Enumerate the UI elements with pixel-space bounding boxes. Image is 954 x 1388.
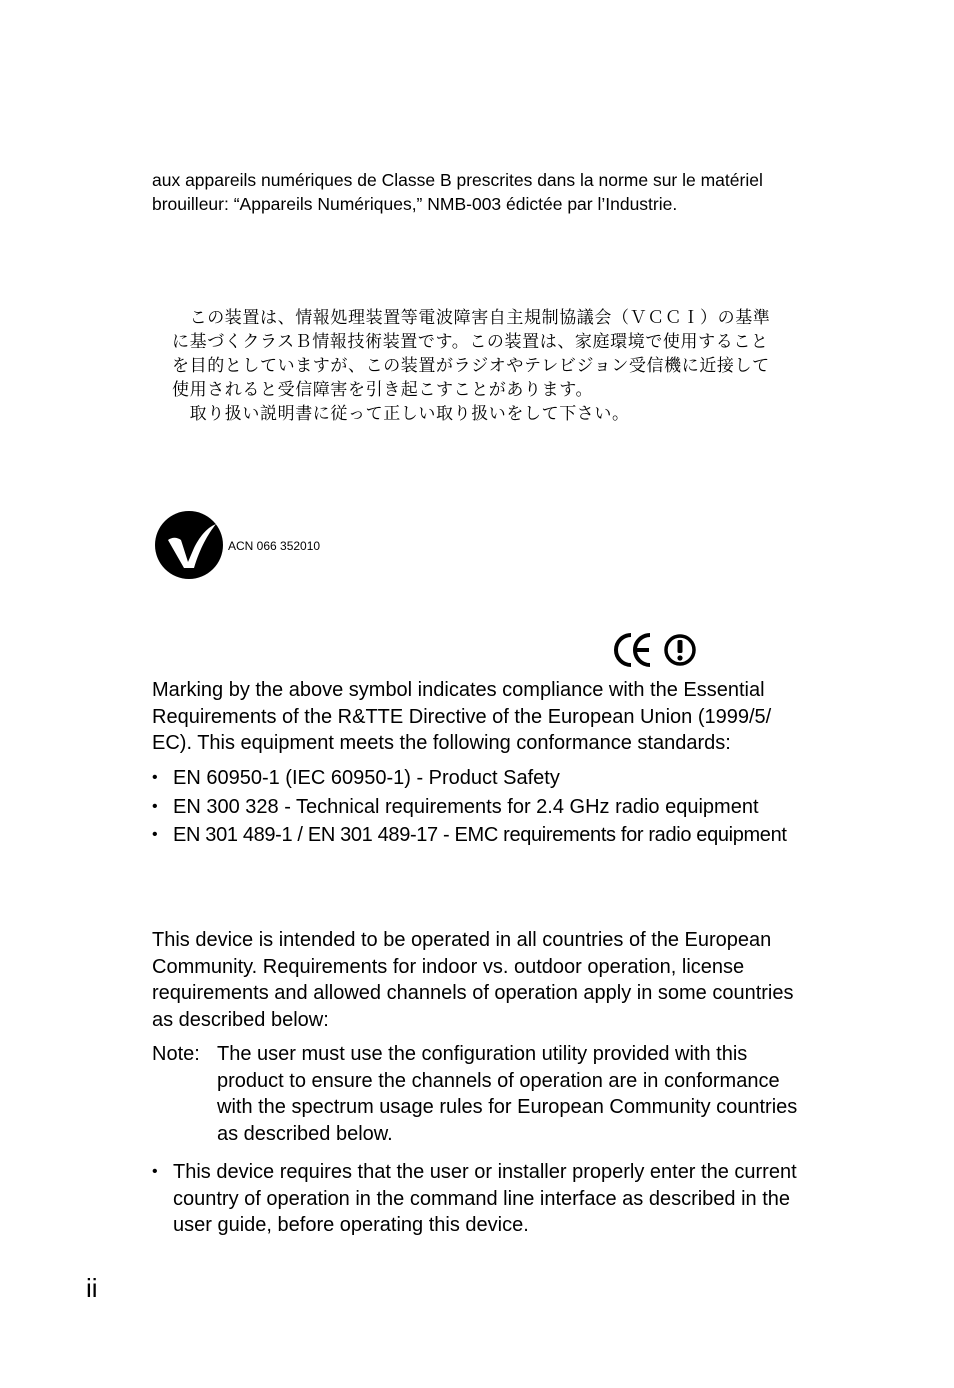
list-item — [152, 821, 872, 850]
conformance-standards-list — [152, 764, 872, 850]
note-line: as described below. — [217, 1122, 393, 1145]
note-line: with the spectrum usage rules for European Community countries — [217, 1096, 798, 1119]
paragraph-line: requirements and allowed channels of operation apply in some countries — [152, 982, 794, 1005]
french-line: aux appareils numériques de Classe B prescrites dans la norme sur le matériel — [152, 170, 763, 190]
requirement-line: This device requires that the user or installer properly enter the current — [173, 1161, 797, 1183]
japanese-line: を目的としていますが、この装置がラジオやテレビジョン受信機に近接して — [172, 356, 770, 376]
requirements-list — [152, 1159, 872, 1239]
paragraph-line: Community. Requirements for indoor vs. outdoor operation, license — [152, 955, 745, 978]
list-item — [152, 793, 872, 822]
note-label: Note: — [152, 1043, 200, 1065]
paragraph-line: as described below: — [152, 1008, 329, 1031]
standard-text: EN 300 328 - Technical requirements for 2.4 GHz radio equipment — [173, 795, 759, 818]
paragraph-line: Requirements of the R&TTE Directive of the European Union (1999/5/ — [152, 705, 772, 728]
standard-text: EN 60950-1 (IEC 60950-1) - Product Safety — [173, 767, 560, 789]
paragraph-line: Marking by the above symbol indicates compliance with the Essential — [152, 679, 765, 701]
french-compliance-paragraph — [152, 168, 852, 216]
japanese-line: 取り扱い説明書に従って正しい取り扱いをして下さい。 — [172, 404, 630, 424]
vcci-japanese-notice — [172, 306, 852, 426]
european-community-paragraph — [152, 927, 852, 1033]
note-line: product to ensure the channels of operation are in conformance — [217, 1069, 780, 1092]
paragraph-line: This device is intended to be operated in all countries of the European — [152, 929, 772, 951]
ce-alert-icon — [612, 631, 696, 669]
bullet-icon: • — [152, 826, 158, 843]
page-number: ii — [86, 1273, 98, 1303]
note-block — [152, 1041, 872, 1147]
requirement-line: user guide, before operating this device. — [173, 1214, 529, 1237]
japanese-line: に基づくクラスＢ情報技術装置です。この装置は、家庭環境で使用すること — [172, 332, 769, 352]
list-item — [152, 764, 872, 793]
acn-number: ACN 066 352010 — [228, 539, 321, 553]
bullet-icon: • — [152, 769, 158, 786]
list-item — [152, 1159, 872, 1239]
c-tick-icon — [154, 510, 224, 580]
paragraph-line: EC). This equipment meets the following conformance standards: — [152, 732, 731, 755]
note-line: The user must use the configuration utility provided with this — [217, 1043, 748, 1065]
bullet-icon: • — [152, 797, 158, 815]
japanese-line: この装置は、情報処理装置等電波障害自主規制協議会（ＶＣＣＩ）の基準 — [172, 308, 771, 328]
standard-text: EN 301 489-1 / EN 301 489-17 - EMC requirements for radio equipment — [173, 824, 787, 846]
french-line: brouilleur: “Appareils Numériques,” NMB-003 édictée par l’Industrie. — [152, 194, 678, 214]
requirement-line: country of operation in the command line interface as described in the — [173, 1187, 791, 1210]
ce-marking-paragraph — [152, 677, 852, 757]
bullet-icon: • — [152, 1163, 158, 1180]
note-text — [217, 1041, 872, 1147]
japanese-line: 使用されると受信障害を引き起こすことがあります。 — [172, 380, 594, 400]
